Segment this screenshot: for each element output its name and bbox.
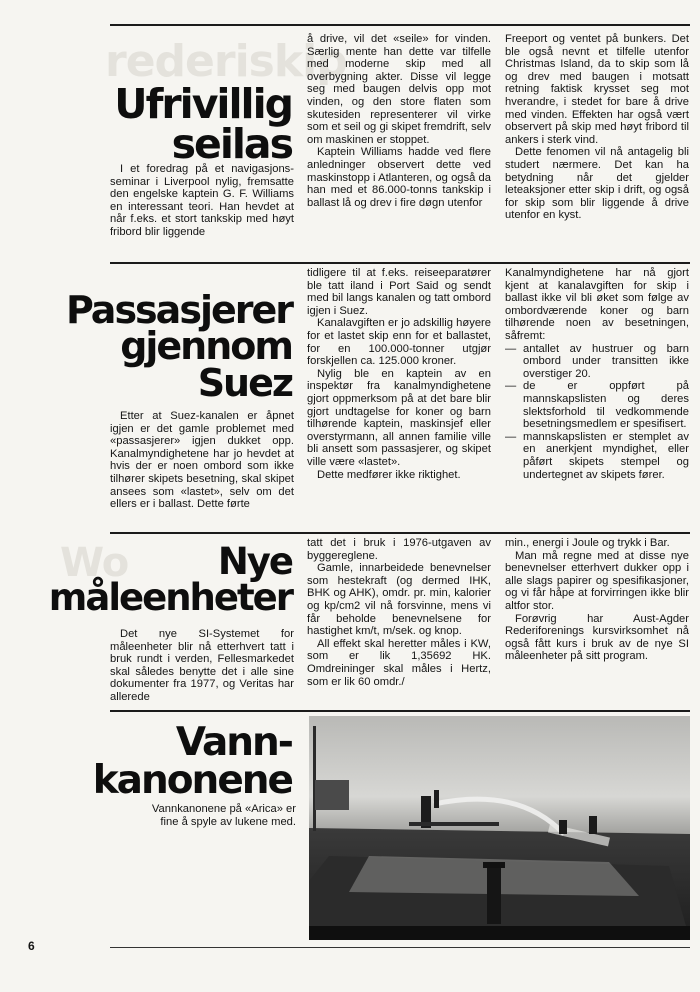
headline-line: Suez: [197, 360, 292, 405]
ghost-print-through-top: rederiskip: [105, 36, 347, 87]
article-column-3: [505, 267, 689, 531]
section-rule: [110, 710, 690, 712]
list-item: [505, 343, 689, 381]
intro-paragraph: [110, 410, 294, 528]
photo-bollard-cap: [483, 862, 505, 868]
paragraph: Dette fenomen vil nå antagelig bli studert nærmere. Det kan ha betydning når det gjelder leteaksjoner etter skip i drift, og også for skip som blir liggende å drive utenfor en kyst.: [505, 146, 689, 222]
paragraph: Nylig ble en kaptein av en inspektør fra kanalmyndighetene gjort oppmerksom på at det bare blir gjort undtagelse for koner og barn tilhørende kaptein, maskinsjef eller overstyrmann, all annen familie ville bli ansett som passasjerer, og skipet ville være «lastet».: [307, 367, 491, 468]
photo-deck-edge: [309, 926, 690, 940]
paragraph: Freeport og ventet på bunkers. Det ble også nevnt et tilfelle utenfor Christmas Island, da to skip som lå og drev med baugen i motsatt retning faktisk krysset seg mot hverandre, i stedet for bare å drive med vinden. Effekten har også vært observert på skip med høyt fribord til ankers i sterk vind.: [505, 33, 689, 146]
paragraph: Det nye SI-Systemet for måleenheter blir nå etterhvert tatt i bruk rundt i verden, Fellesmarkedet skal således benytte det i alle sine dokumenter fra 1977, og Veritas har allerede: [110, 628, 294, 703]
photo-distant-ship: [315, 780, 349, 810]
headline-line: Ufrivillig: [114, 80, 292, 128]
headline-line: Nye: [217, 540, 292, 583]
headline-vannkanonene: [92, 720, 292, 804]
paragraph: Kanalmyndighetene har nå gjort kjent at kanalavgiften for skip i ballast ikke vil bli øket som følge av ombordværende koner og barn tilhørende noen av besetningen, såfremt:: [505, 267, 689, 342]
list-dash: —: [505, 380, 517, 393]
ghost-print-through-middle: Wo: [60, 540, 129, 586]
page-number: 6: [28, 939, 35, 953]
photo-caption: Vannkanonene på «Arica» er fine å spyle av lukene med.: [151, 803, 296, 828]
headline-line: måleenheter: [48, 576, 292, 620]
paragraph: Kanalavgiften er jo adskillig høyere for et lastet skip enn for et ballastet, for en 100.000-tonner utgjør forskjellen ca. 125.000 kroner.: [307, 317, 491, 368]
photo-mast: [313, 726, 316, 831]
article-column-2: [307, 267, 491, 531]
headline-line: seilas: [171, 120, 292, 169]
photo-crew-figure: [434, 790, 439, 808]
article-column-2: [307, 33, 491, 261]
list-dash: —: [505, 430, 517, 443]
article-column-3: [505, 537, 689, 709]
intro-paragraph: [110, 628, 294, 708]
photo-railing: [409, 822, 499, 826]
footer-rule: [110, 947, 690, 948]
paragraph: min., energi i Joule og trykk i Bar.: [505, 537, 670, 549]
section-rule: [110, 262, 690, 264]
article-column-2: [307, 537, 491, 709]
list-item-text: mannskapslisten er stemplet av en anerkjent myndighet, eller påført skipets stempel og undertegnet av skipets fører.: [523, 430, 689, 481]
photo-bollard: [487, 866, 501, 924]
ship-deck-photo: [309, 716, 690, 940]
paragraph: Etter at Suez-kanalen er åpnet igjen er det gamle problemet med «passasjerer» igjen dukket opp. Kanalmyndighetene har jo hevdet at hvis der er noen ombord som ikke tilhører skipets besetning, skal skipet ansees som «lastet», selv om det ellers er i ballast. Dette førte: [110, 410, 294, 511]
section-rule: [110, 532, 690, 534]
paragraph: å drive, vil det «seile» for vinden. Særlig mente han dette var tilfelle med moderne skip med all overbygning akter. Disse vil legge seg med baugen delvis opp mot vinden, og den store flaten som skutesiden representerer vil virke som et seil og gi skipet fremdrift, selv om maskinen er stoppet.: [307, 33, 491, 146]
paragraph: I et foredrag på et navigasjons-seminar i Liverpool nylig, fremsatte den engelske kaptein G. F. Williams en interessant teori. Han hevdet at når f.eks. et stort tankskip med høyt fribord blir liggende: [110, 163, 294, 238]
headline-line: kanonene: [92, 758, 292, 804]
headline-line: gjennom: [120, 324, 292, 369]
list-item: [505, 380, 689, 430]
ship-deck-photo-illustration: [309, 716, 690, 940]
article-column-3: [505, 33, 689, 261]
paragraph: tidligere til at f.eks. reiseeparatører ble tatt iland i Port Said og sendt med bil langs kanalen og tatt ombord igjen i Suez.: [307, 267, 491, 317]
list-item-text: de er oppført på mannskapslisten og deres slektsforhold til vedkommende besetningsmedlem er spesifisert.: [523, 380, 689, 431]
list-item: [505, 431, 689, 481]
photo-sky: [309, 716, 690, 796]
paragraph: Forøvrig har Aust-Agder Rederiforenings kursvirksomhet nå også fått kurs i bruk av de nye SI måleenheter på sitt program.: [505, 612, 689, 663]
intro-paragraph: [110, 163, 294, 255]
list-dash: —: [505, 342, 517, 355]
headline-line: Passasjerer: [65, 288, 292, 332]
paragraph: Man må regne med at disse nye benevnelser etterhvert dukker opp i alle slags papirer og spesifikasjoner, og vi får håpe at forvirringen ikke blir altfor stor.: [505, 549, 689, 612]
photo-vent-pipe: [559, 820, 567, 834]
list-item-text: antallet av hustruer og barn ombord under transitten ikke overstiger 20.: [523, 342, 689, 380]
paragraph: Kaptein Williams hadde ved flere anledninger observert dette ved maskinstopp i Atlanteren, og også da han med et 86.000-tonns tankskip i ballast lå og drev i fire døgn utenfor: [307, 146, 491, 209]
photo-vent-pipe: [589, 816, 597, 834]
headline-nye-maaleenheter: [48, 540, 292, 620]
top-rule: [110, 24, 690, 26]
paragraph: Dette medfører ikke riktighet.: [317, 468, 461, 481]
paragraph: All effekt skal heretter måles i KW, som er lik 1,35692 HK. Omdreininger skal måles i Hertz, som er lik 60 omdr./: [307, 637, 491, 688]
headline-passasjerer-gjennom-suez: [65, 288, 292, 405]
headline-line: Vann-: [175, 720, 292, 765]
paragraph: Gamle, innarbeidede benevnelser som hestekraft (og dermed IHK, BHK og AHK), omdr. pr. min, kalorier og kp/cm2 vil nå forsvinne, mens vi får beholde benevnelsene for hastighet km/t, m/sek. og knop.: [307, 562, 491, 638]
paragraph: tatt det i bruk i 1976-utgaven av byggereglene.: [307, 537, 491, 562]
headline-ufrivillig-seilas: [114, 80, 292, 169]
